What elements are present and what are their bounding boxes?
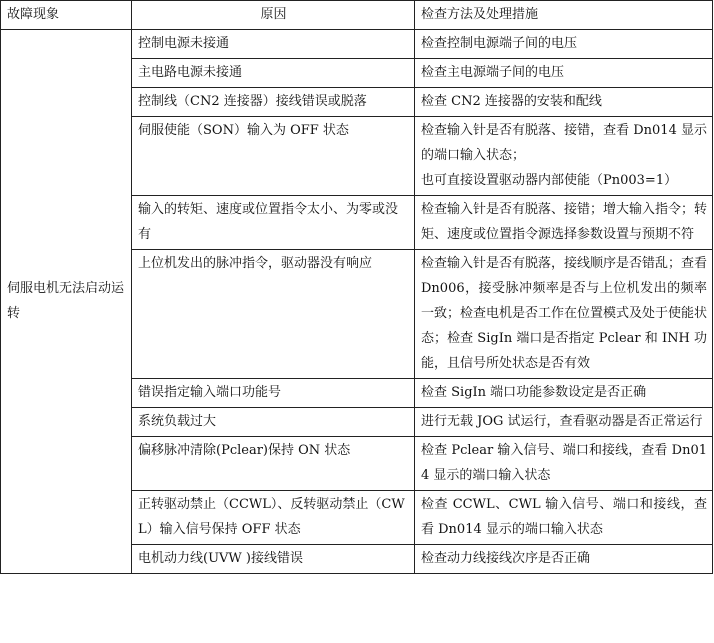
cause-cell: 上位机发出的脉冲指令，驱动器没有响应 (132, 250, 415, 379)
measure-cell: 进行无载 JOG 试运行，查看驱动器是否正常运行 (415, 408, 713, 437)
cause-cell: 正转驱动禁止（CCWL）、反转驱动禁止（CWL）输入信号保持 OFF 状态 (132, 491, 415, 545)
measure-cell: 检查 CN2 连接器的安装和配线 (415, 88, 713, 117)
measure-cell: 检查输入针是否有脱落、接错；增大输入指令；转矩、速度或位置指令源选择参数设置与预期不符 (415, 196, 713, 250)
measure-cell: 检查 Pclear 输入信号、端口和接线，查看 Dn014 显示的端口输入状态 (415, 437, 713, 491)
cause-cell: 伺服使能（SON）输入为 OFF 状态 (132, 117, 415, 196)
measure-cell (415, 117, 713, 196)
measure-cell: 检查 SigIn 端口功能参数设定是否正确 (415, 379, 713, 408)
measure-line-extra: 也可直接设置驱动器内部使能（Pn003=1） (421, 173, 678, 188)
cause-cell: 错误指定输入端口功能号 (132, 379, 415, 408)
cause-cell: 控制线（CN2 连接器）接线错误或脱落 (132, 88, 415, 117)
cause-cell: 电机动力线(UVW )接线错误 (132, 545, 415, 574)
cause-cell: 控制电源未接通 (132, 30, 415, 59)
cause-cell: 系统负载过大 (132, 408, 415, 437)
cause-cell: 主电路电源未接通 (132, 59, 415, 88)
header-row (1, 1, 713, 30)
cause-cell: 偏移脉冲清除(Pclear)保持 ON 状态 (132, 437, 415, 491)
measure-cell: 检查动力线接线次序是否正确 (415, 545, 713, 574)
header-cause: 原因 (132, 1, 415, 30)
measure-line: 检查输入针是否有脱落、接错，查看 Dn014 显示的端口输入状态； (421, 123, 707, 163)
header-measure: 检查方法及处理措施 (415, 1, 713, 30)
header-symptom: 故障现象 (1, 1, 132, 30)
measure-cell: 检查控制电源端子间的电压 (415, 30, 713, 59)
table-row (1, 30, 713, 59)
measure-cell: 检查 CCWL、CWL 输入信号、端口和接线，查看 Dn014 显示的端口输入状态 (415, 491, 713, 545)
measure-cell: 检查主电源端子间的电压 (415, 59, 713, 88)
measure-cell: 检查输入针是否有脱落，接线顺序是否错乱；查看 Dn006，接受脉冲频率是否与上位机发出的频率一致；检查电机是否工作在位置模式及处于使能状态；检查 SigIn 端口是否指定 Pclear 和 INH 功能，且信号所处状态是否有效 (415, 250, 713, 379)
symptom-cell: 伺服电机无法启动运转 (1, 30, 132, 574)
cause-cell: 输入的转矩、速度或位置指令太小、为零或没有 (132, 196, 415, 250)
